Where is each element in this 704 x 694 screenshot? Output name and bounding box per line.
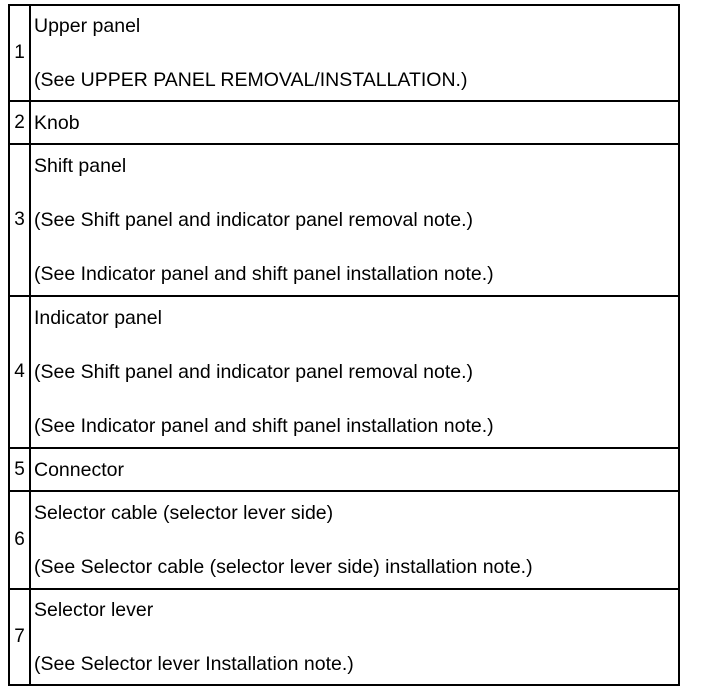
table-row xyxy=(9,296,679,448)
table-row xyxy=(9,101,679,144)
item-reference-note: (See Shift panel and indicator panel removal note.) xyxy=(34,361,474,383)
item-reference-note: (See Selector cable (selector lever side) installation note.) xyxy=(34,556,533,578)
item-reference-note: (See Indicator panel and shift panel installation note.) xyxy=(34,263,494,285)
item-name: Shift panel xyxy=(34,155,127,177)
item-number: 4 xyxy=(9,296,30,448)
table-row xyxy=(9,5,679,101)
item-name: Indicator panel xyxy=(34,307,162,329)
item-reference-note: (See Shift panel and indicator panel removal note.) xyxy=(34,209,474,231)
item-number: 7 xyxy=(9,589,30,685)
table-row xyxy=(9,448,679,491)
item-name: Selector lever xyxy=(34,599,154,621)
item-reference-note: (See Selector lever Installation note.) xyxy=(34,653,354,675)
parts-table xyxy=(8,4,680,686)
item-reference-note: (See UPPER PANEL REMOVAL/INSTALLATION.) xyxy=(34,69,468,91)
item-description xyxy=(30,448,679,491)
item-name: Selector cable (selector lever side) xyxy=(34,502,334,524)
table-row xyxy=(9,491,679,589)
item-description xyxy=(30,491,679,589)
item-name: Knob xyxy=(34,111,80,134)
item-reference-note: (See Indicator panel and shift panel installation note.) xyxy=(34,415,494,437)
item-name: Connector xyxy=(34,458,124,481)
item-number: 2 xyxy=(9,101,30,144)
item-name: Upper panel xyxy=(34,15,141,37)
item-description xyxy=(30,296,679,448)
item-description xyxy=(30,101,679,144)
item-number: 6 xyxy=(9,491,30,589)
item-description xyxy=(30,144,679,296)
item-number: 3 xyxy=(9,144,30,296)
item-number: 5 xyxy=(9,448,30,491)
item-description xyxy=(30,589,679,685)
item-number: 1 xyxy=(9,5,30,101)
item-description xyxy=(30,5,679,101)
table-row xyxy=(9,589,679,685)
table-row xyxy=(9,144,679,296)
